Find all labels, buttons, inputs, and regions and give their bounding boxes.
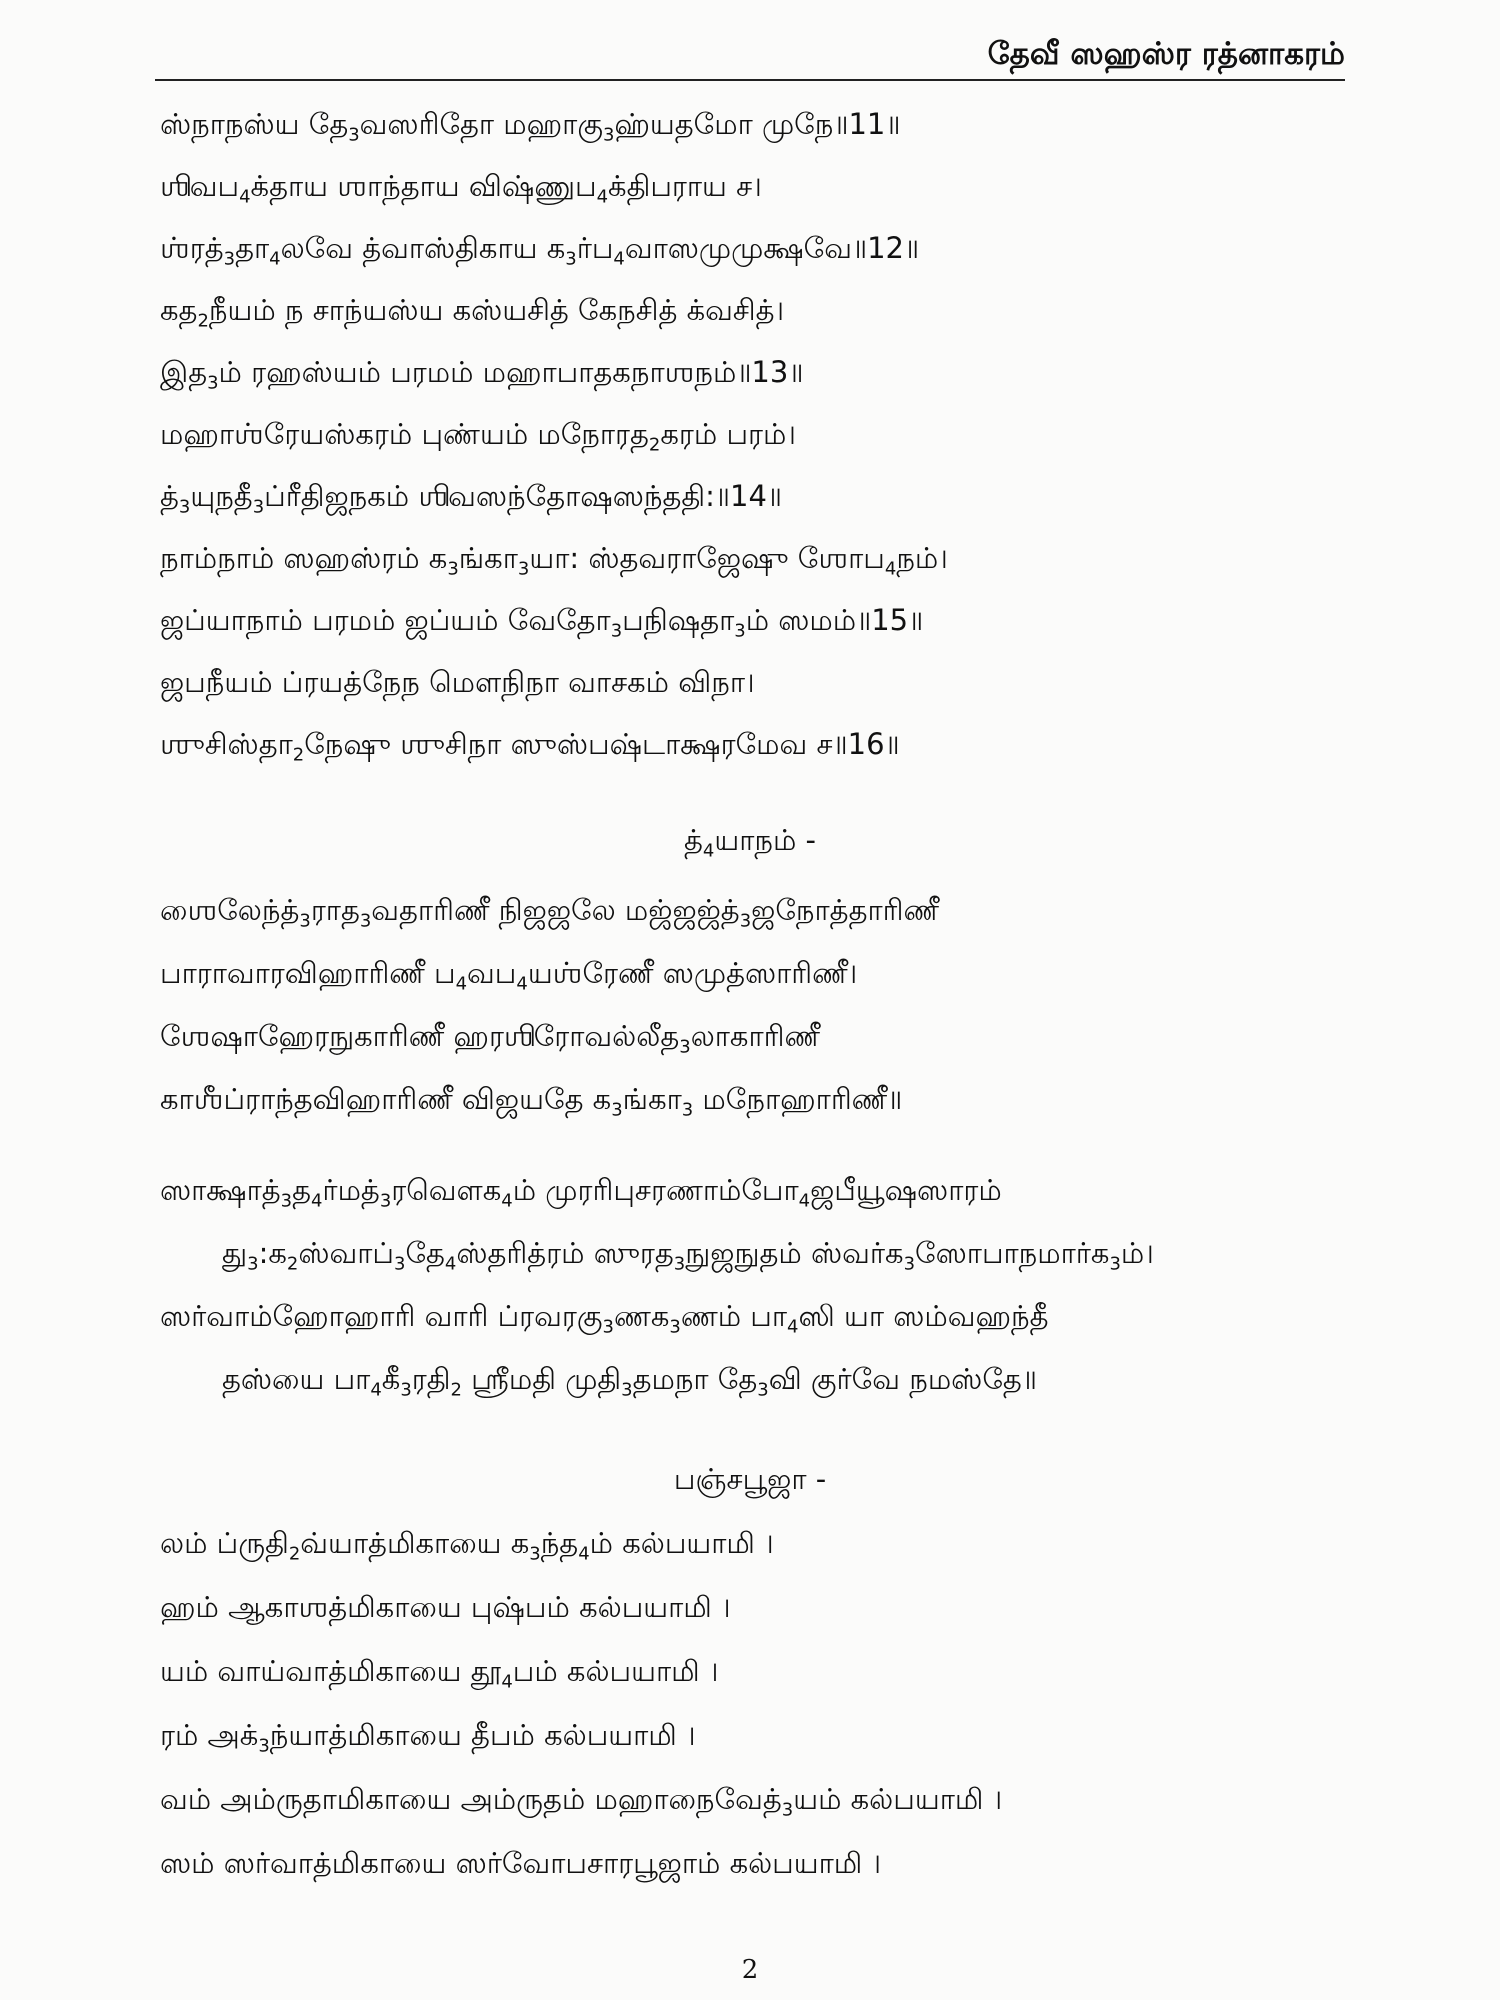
puja-line: லம் $ப்ருதி_2வ்யாத்மிகாயை$ க$_3$ந்த$_4$ம் கல்பயாமி ।: [160, 1526, 774, 1565]
verse-line: கத$_2$நீயம் ந சாந்யஸ்ய கஸ்யசித் கேநசித் க்வசித்।: [160, 293, 785, 332]
verse-line: மஹாஶ்ரேயஸ்கரம் புண்யம் மநோரத$_2$கரம் பரம்।: [160, 417, 796, 456]
dhyanam-line: ஶேஷாஹேரநுகாரிணீ ஹரஶிரோவல்லீத$_3$லாகாரிணீ: [160, 1019, 820, 1058]
running-header-title: தேவீ ஸஹஸ்ர ரத்னாகரம்: [987, 36, 1345, 72]
page-number: 2: [741, 1955, 759, 1985]
puja-line: ரம் $அக்_3ந்யாத்மிகாயை$ தீபம் கல்பயாமி ।: [160, 1718, 696, 1757]
verse-line: ஶிவப$_4$க்தாய ஶாந்தாய விஷ்ணுப$_4$க்திபராய ச।: [160, 169, 762, 208]
verse-line: ஸ்நாநஸ்ய $தே_3வஸரிதோ$ $மஹாகு_3ஹ்யதமோ$ முநே॥11॥: [160, 107, 901, 146]
verse-line: $ஶ்ரத்_3தா_4லவே$ த்வாஸ்திகாய க$_3$ர்ப$_4$வாஸமுமுக்ஷவே॥12॥: [160, 231, 920, 270]
verse-line: $த்_3யுநதீ_3ப்ரீதிஜநகம்$ ஶிவஸந்தோஷஸந்ததி:॥14॥: [160, 479, 783, 518]
panchapuja-heading: பஞ்சபூஜா -: [673, 1462, 827, 1496]
verse-line: நாம்நாம் ஸஹஸ்ரம் $க_3ங்கா_3யா$: ஸ்தவராஜேஷு ஶோப$_4$நம்।: [160, 541, 948, 580]
dhyanam-line: காஶீப்ராந்தவிஹாரிணீ விஜயதே $க_3ங்கா_3$ மநோஹாரிணீ॥: [160, 1082, 903, 1121]
verse-line: ஜபநீயம் ப்ரயத்நேந மௌநிநா வாசகம் விநா।: [160, 665, 755, 699]
stotra-line: $ஸாக்ஷாத்_3த_4ர்மத்_3ரவௌக_4ம்$ $முரரிபுசரணாம்போ_4ஜபீயூஷஸாரம்$: [160, 1173, 1002, 1212]
stotra-line: தஸ்யை $பா_4கீ_3ரதி_2$ ஶ்ரீமதி $முதி_3தமநா$ $தே_3வி$ குர்வே நமஸ்தே॥: [222, 1362, 1037, 1401]
verse-line: $ஶுசிஸ்தா_2நேஷு$ ஶுசிநா ஸுஸ்பஷ்டாக்ஷரமேவ ச॥16॥: [160, 727, 900, 766]
puja-line: ஹம் ஆகாஶத்மிகாயை புஷ்பம் கல்பயாமி ।: [160, 1590, 731, 1624]
header-rule: [155, 79, 1345, 81]
puja-line: வம் அம்ருதாமிகாயை அம்ருதம் $மஹாநைவேத்_3யம்$ கல்பயாமி ।: [160, 1782, 1003, 1821]
verse-line: இத$_3$ம் ரஹஸ்யம் பரமம் மஹாபாதகநாஶநம்॥13॥: [160, 355, 804, 394]
dhyanam-line: பாராவாரவிஹாரிணீ ப$_4$வப$_4$யஶ்ரேணீ ஸமுத்ஸாரிணீ।: [160, 956, 858, 995]
dhyanam-line: $ஶைலேந்த்_3ராத_3வதாரிணீ$ நிஜஜலே $மஜ்ஜஜ்த்_3ஜநோத்தாரிணீ$: [160, 893, 939, 932]
stotra-line: $து_3:க_2ஸ்வாப்_3தே_4ஸ்தரித்ரம்$ ஸுரத$_3$நுஜநுதம் ஸ்வர்க$_3$ஸோபாநமார்க$_3$ம்।: [222, 1236, 1154, 1275]
stotra-line: ஸர்வாம்ஹோஹாரி வாரி $ப்ரவரகு_3ணக_3ணம்$ $பா_4ஸி$ யா ஸம்வஹந்தீ: [160, 1299, 1049, 1338]
puja-line: யம் வாய்வாத்மிகாயை $தூ_4பம்$ கல்பயாமி ।: [160, 1654, 719, 1693]
puja-line: ஸம் ஸர்வாத்மிகாயை ஸர்வோபசாரபூஜாம் கல்பயாமி ।: [160, 1846, 882, 1880]
dhyanam-heading: $த்_4யாநம்$ -: [684, 823, 816, 862]
verse-line: ஜப்யாநாம் பரமம் ஜப்யம் $வேதோ_3பநிஷதா_3ம்$ ஸமம்॥15॥: [160, 603, 924, 642]
